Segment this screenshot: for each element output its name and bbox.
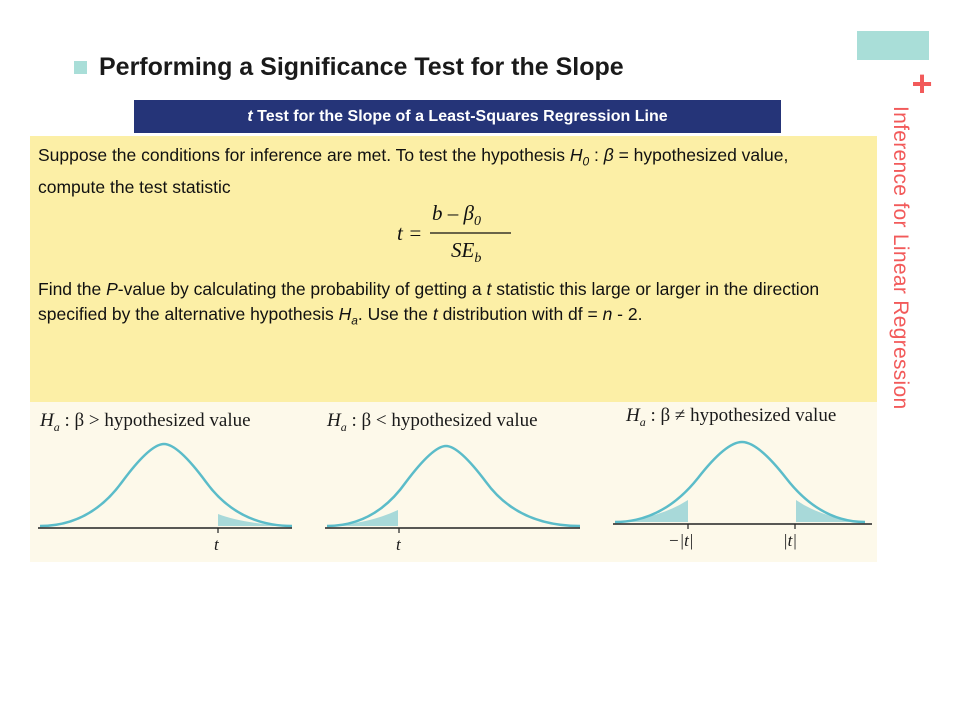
bullet-icon — [74, 61, 87, 74]
paragraph-conditions — [38, 143, 853, 200]
h-symbol: H — [569, 145, 583, 165]
side-title: Inference for Linear Regression — [889, 106, 912, 410]
banner-t: t — [247, 107, 253, 125]
beta-symbol: β — [603, 145, 614, 165]
decorative-block — [857, 31, 929, 60]
text: statistic this large or larger in the direction specified by the alternative hypothesis — [38, 279, 820, 324]
plus-icon: + — [911, 63, 933, 104]
text: Find the — [38, 279, 107, 299]
axis-label-abs-t: |t| — [783, 531, 798, 550]
test-statistic-formula — [395, 198, 515, 266]
distribution-illustrations — [30, 402, 877, 562]
paragraph-p-value — [38, 277, 853, 334]
h-subscript: 0 — [582, 154, 590, 169]
banner-text: Test for the Slope of a Least-Squares Regression Line — [252, 107, 668, 125]
t-symbol: t — [432, 304, 438, 324]
text: Suppose the conditions for inference are met. To test the hypothesis — [38, 145, 570, 165]
normal-curve — [615, 442, 865, 522]
formula-numerator: b – $\beta_0$ — [432, 201, 481, 229]
lower-tail-shade — [617, 500, 688, 522]
normal-curve — [327, 446, 580, 526]
text: = hypothesized value, compute the test statistic — [38, 145, 789, 197]
text: - 2. — [612, 304, 643, 324]
curve-two-sided — [613, 442, 872, 529]
curve-label-less: $H_a$ : β < hypothesized value — [327, 410, 538, 434]
axis-label-t: t — [214, 535, 219, 554]
slide-heading — [74, 53, 624, 82]
text: distribution with df = — [437, 304, 603, 324]
curve-label-two-sided: $H_a$ : β ≠ hypothesized value — [626, 405, 837, 429]
n-symbol: n — [602, 304, 613, 324]
t-symbol: t — [486, 279, 492, 299]
curve-greater — [38, 444, 292, 533]
text: : — [589, 145, 604, 165]
axis-label-t: t — [396, 535, 401, 554]
formula-denominator: $SE_b$ — [451, 238, 482, 266]
heading-text: Performing a Significance Test for the Slope — [99, 53, 624, 81]
upper-tail-shade — [796, 500, 864, 522]
p-symbol: P — [106, 279, 118, 299]
text: . Use the — [357, 304, 433, 324]
curve-less — [325, 446, 580, 533]
box-title-banner — [134, 100, 781, 133]
normal-curve — [40, 444, 292, 526]
definition-panel — [30, 136, 877, 402]
curve-label-greater: $H_a$ : β > hypothesized value — [40, 410, 251, 434]
h-subscript: a — [351, 313, 358, 328]
text: -value by calculating the probability of getting a — [117, 279, 487, 299]
h-symbol: H — [338, 304, 352, 324]
formula-lhs: t = — [397, 221, 423, 245]
axis-label-neg-abs-t: −|t| — [668, 531, 694, 550]
